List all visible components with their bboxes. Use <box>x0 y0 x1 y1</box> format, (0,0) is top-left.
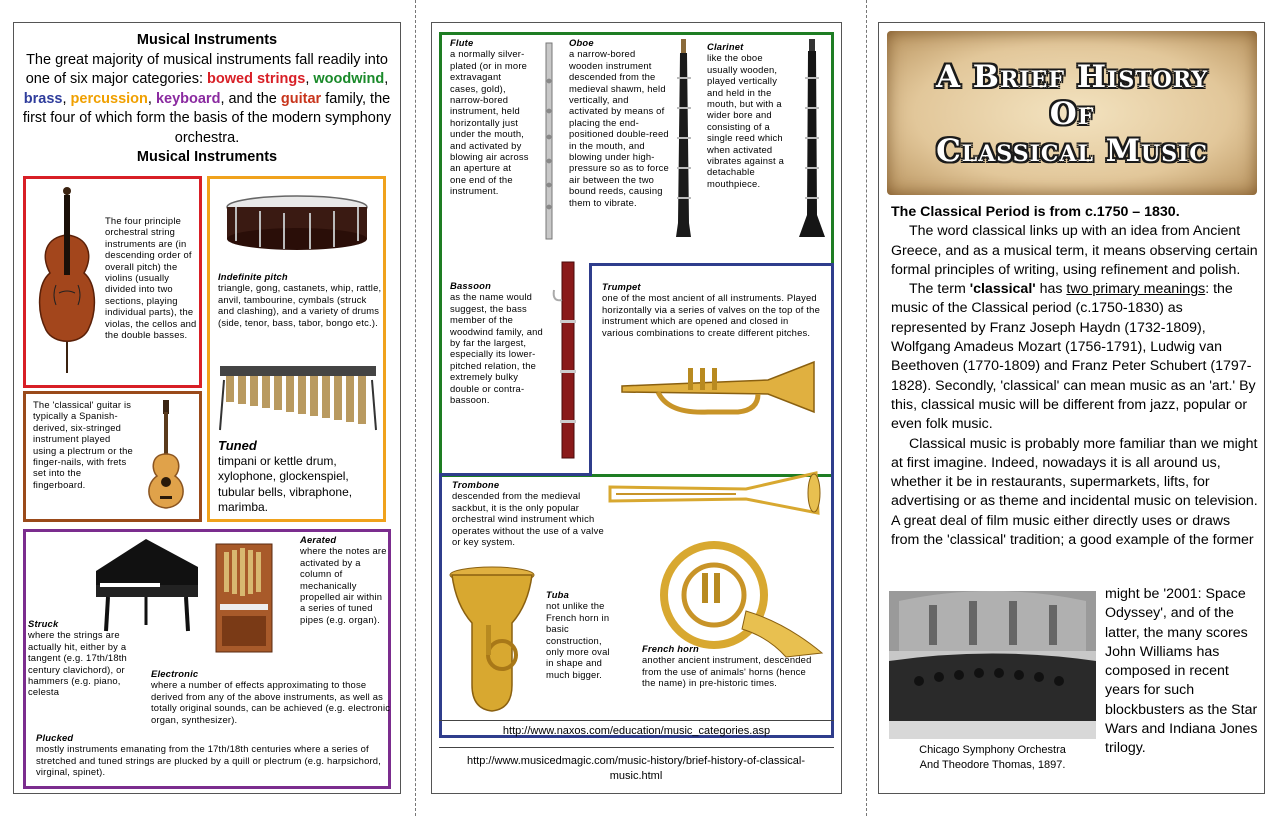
flute-illustration <box>538 41 560 241</box>
electronic-text: where a number of effects approximating to those derived from any of the above instruments, as well as totally original sounds, can be achieved (e.g. electronic organ, synthesizer). <box>151 679 391 725</box>
term-classical: 'classical' <box>969 281 1036 298</box>
tuba-text: not unlike the French horn in basic construction, only more oval in shape and much bigger. <box>546 600 610 680</box>
bassoon-block <box>450 280 546 405</box>
link-rule-2 <box>439 747 834 748</box>
banner-line-1: A Brief History <box>935 59 1209 95</box>
photo-caption-line-1: Chicago Symphony Orchestra <box>919 744 1066 756</box>
aerated-title: Aerated <box>300 534 337 545</box>
aerated-block <box>300 534 390 625</box>
intro-block <box>18 31 396 168</box>
cat-keyboard: keyboard <box>155 90 221 107</box>
trombone-text: descended from the medieval sackbut, it is the only popular orchestral wind instrument which operates without the use of a valve or key system. <box>452 490 604 548</box>
panel-instruments <box>13 22 401 794</box>
oboe-title: Oboe <box>569 37 594 48</box>
panel-subheading: Musical Instruments <box>136 149 278 165</box>
brass-box-step <box>439 473 592 476</box>
brass-box-left-upper <box>589 263 592 476</box>
banner-line-2: Of <box>1049 96 1095 132</box>
electronic-block <box>151 668 391 725</box>
cat-woodwind: woodwind <box>313 71 385 87</box>
period-line: The Classical Period is from c.1750 – 1830. <box>891 204 1180 220</box>
cat-percussion: percussion <box>70 90 148 107</box>
para-3-tail: might be '2001: Space Odyssey', and of the latter, the many scores John Williams has composed in recent years for such blockbusters as the Star Wars and Indiana Jones trilogy. <box>1105 586 1258 757</box>
tuba-illustration <box>446 565 538 715</box>
bassoon-text: as the name would suggest, the bass member of the woodwind family, and by far the largest, especially its lower-pitched relation, the extremely bulky double or contra-bassoon. <box>450 291 543 406</box>
trombone-illustration <box>606 471 824 517</box>
struck-text: where the strings are actually hit, either by a tangent (e.g. 17th/18th century clavichord), or hammers (e.g. piano, celesta <box>28 629 127 698</box>
aerated-text: where the notes are activated by a column of mechanically propelled air within a series of tuned pipes (e.g. organ). <box>300 545 387 625</box>
flute-title: Flute <box>450 37 474 48</box>
cat-guitar: guitar <box>280 90 322 107</box>
snare-drum-illustration <box>222 193 372 255</box>
oboe-text: a narrow-bored wooden instrument descended from the medieval shawm, held vertically, and activated by means of placing the end-positioned double-reed in the mouth, and blowing under high-pressure so as to force air between the two bound reeds, causing them to vibrate. <box>569 48 669 208</box>
indefinite-pitch-text: triangle, gong, castanets, whip, rattle, anvil, tambourine, cymbals (struck and clashing), and a variety of drums (side, tenor, bass, tabor, bongo etc.). <box>218 282 382 328</box>
clarinet-block <box>707 41 793 189</box>
indefinite-pitch-block <box>218 271 382 328</box>
cello-illustration <box>32 185 102 380</box>
tuned-text: timpani or kettle drum, xylophone, glockenspiel, tubular bells, vibraphone, marimba. <box>218 453 353 515</box>
plucked-text: mostly instruments emanating from the 17th/18th centuries where a series of stretched and tuned strings are plucked by a quill or plectrum (e.g. harpsichord, virginal, spinet). <box>36 743 382 778</box>
tuba-title: Tuba <box>546 589 570 600</box>
two-meanings: two primary meanings <box>1066 281 1206 298</box>
trombone-block <box>452 479 612 547</box>
trumpet-text: one of the most ancient of all instruments. Played horizontally via a series of valves on the top of the instrument which are opened and closed in various combinations to create different pitches. <box>602 292 821 338</box>
flute-text: a normally silver-plated (or in more extravagant cases, gold), narrow-bored instrument, held horizontally just under the mouth, and activated by blowing air across an aperture at one end of the instrument. <box>450 48 529 197</box>
trumpet-illustration <box>618 356 818 420</box>
tuned-block <box>218 438 382 516</box>
cat-bowed-strings: bowed strings <box>207 71 306 87</box>
flute-block <box>450 37 530 197</box>
clarinet-text: like the oboe usually wooden, played vertically and held in the mouth, but with a wider bore and consisting of a single reed which when activated vibrates against a detachable mouthpiece. <box>707 52 785 189</box>
organ-illustration <box>212 542 277 654</box>
intro-text: The great majority of musical instruments fall readily into one of six major categories: bowed strings, woodwind, brass, percussion, keyboard, and the guitar family, the first four of which form the basis of the modern symphony orchestra. <box>22 51 392 146</box>
electronic-title: Electronic <box>151 668 199 679</box>
french-horn-illustration <box>646 533 826 659</box>
source-link-2[interactable]: http://www.musicedmagic.com/music-history/brief-history-of-classical-music.html <box>466 755 806 782</box>
percussion-box <box>207 176 386 522</box>
oboe-illustration <box>672 37 696 242</box>
banner-title <box>887 59 1257 170</box>
para-2: The term 'classical' has two primary meanings: the music of the Classical period (c.1750-1830) as represented by Franz Joseph Haydn (1732-1809), Wolfgang Amadeus Mozart (1756-1791), Ludwig van Beethoven (1770-1809) and Franz Peter Schubert (1797-1828). Secondly, 'classical' can mean music as an 'art.' By this, classical music will be different from jazz, popular or even folk music. <box>891 281 1256 433</box>
link-rule-1 <box>439 720 834 721</box>
para-3: Classical music is probably more familiar than we might at first imagine. Indeed, nowadays it is all around us, whether it be in restaurants, supermarkets, lifts, for advertising or as theme and incidental music on television. A great deal of film music either directly uses or draws from the 'classical' tradition; a good example of the former <box>891 435 1258 549</box>
brass-box-right <box>831 263 834 738</box>
brass-box-left-lower <box>439 473 442 738</box>
photo-caption <box>889 743 1096 773</box>
clarinet-illustration <box>797 37 827 242</box>
panel-wind-instruments <box>431 22 842 794</box>
tuba-block <box>546 589 620 680</box>
xylophone-illustration <box>216 360 381 432</box>
keyboard-box <box>23 529 391 789</box>
trombone-title: Trombone <box>452 479 500 490</box>
clarinet-title: Clarinet <box>707 41 744 52</box>
strings-box <box>23 176 202 388</box>
bassoon-illustration <box>550 260 586 465</box>
fold-line-1 <box>415 0 416 816</box>
struck-title: Struck <box>28 618 59 629</box>
orchestra-photo <box>889 591 1096 739</box>
guitar-text: The 'classical' guitar is typically a Spanish-derived, six-stringed instrument played using a plectrum or the finger-nails, with frets set into the fingerboard. <box>33 399 133 490</box>
tuned-title: Tuned <box>218 438 257 453</box>
para-1: The word classical links up with an idea from Ancient Greece, and as a musical term, it means observing certain formal principles of writing, using refinement and polish. <box>891 223 1258 278</box>
french-horn-text: another ancient instrument, descended from the use of animals' horns (hence the name) in pre-historic times. <box>642 654 812 689</box>
trumpet-title: Trumpet <box>602 281 641 292</box>
panel-heading: Musical Instruments <box>136 32 278 48</box>
indefinite-pitch-title: Indefinite pitch <box>218 271 288 282</box>
trumpet-block <box>602 281 822 338</box>
french-horn-title: French horn <box>642 643 699 654</box>
struck-block <box>28 618 138 698</box>
panel-history <box>878 22 1265 794</box>
history-text <box>891 203 1259 550</box>
plucked-block <box>36 732 390 778</box>
guitar-box <box>23 391 202 522</box>
photo-caption-line-2: And Theodore Thomas, 1897. <box>919 759 1066 771</box>
bassoon-title: Bassoon <box>450 280 491 291</box>
guitar-illustration <box>141 398 191 516</box>
source-link-1[interactable]: http://www.naxos.com/education/music_categories.asp <box>502 725 771 737</box>
french-horn-block <box>642 643 822 689</box>
plucked-title: Plucked <box>36 732 74 743</box>
strings-text: The four principle orchestral string instruments are (in descending order of overall pitch) the violins (usually divided into two sections, playing individual parts), the violas, the cellos and the double basses. <box>105 215 197 341</box>
fold-line-2 <box>866 0 867 816</box>
banner-line-3: Classical Music <box>936 133 1208 169</box>
cat-brass: brass <box>23 90 63 107</box>
oboe-block <box>569 37 669 208</box>
title-banner <box>887 31 1257 195</box>
